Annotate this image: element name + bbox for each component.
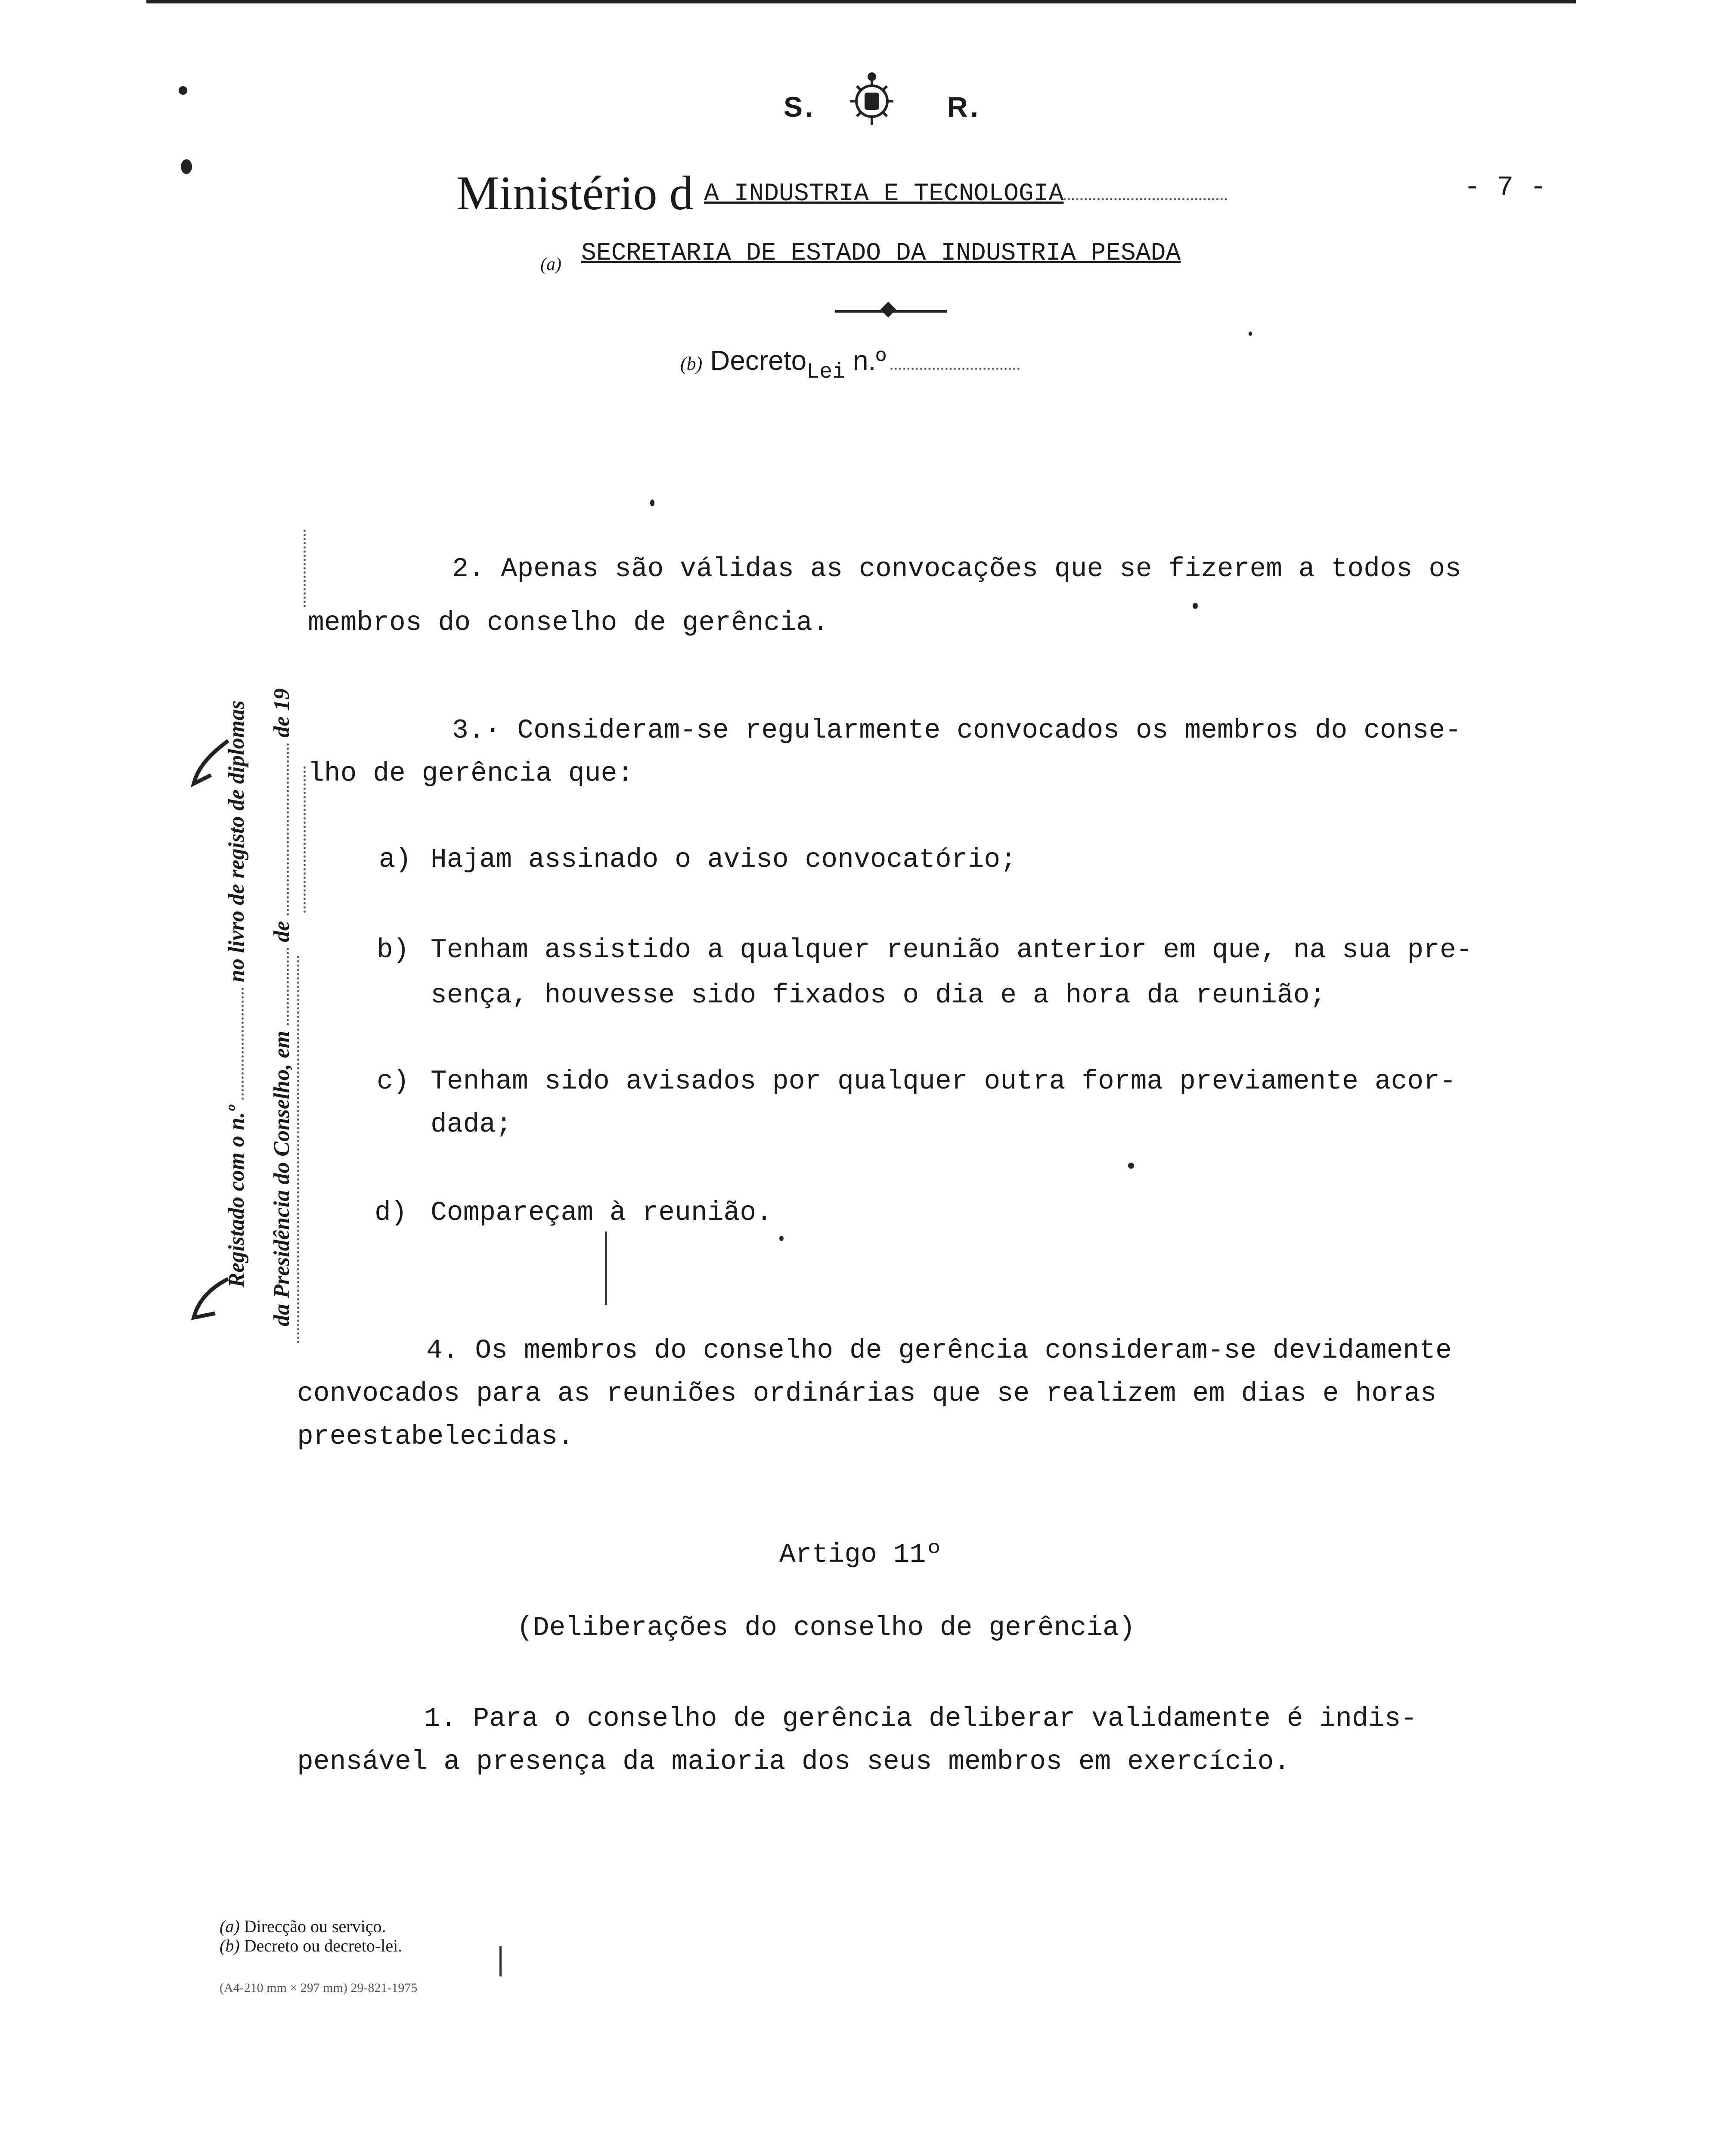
scan-speck xyxy=(181,159,192,174)
item-d-text: Compareçam à reunião. xyxy=(431,1197,772,1228)
item-c-label: c) xyxy=(377,1066,409,1097)
paragraph-4-line-1: 4. Os membros do conselho de gerência consideram-se devidamente xyxy=(426,1335,1452,1366)
dotted-margin-1 xyxy=(304,530,306,607)
handwritten-bracket-mark xyxy=(185,736,237,797)
item-b-line-1: Tenham assistido a qualquer reunião anterior em que, na sua pre- xyxy=(431,935,1472,965)
item-b-label: b) xyxy=(377,935,409,965)
article-para-1-line-2: pensável a presença da maioria dos seus membros em exercício. xyxy=(297,1747,1290,1777)
item-c-line-1: Tenham sido avisados por qualquer outra forma previamente acor- xyxy=(431,1066,1456,1097)
paragraph-2-line-2: membros do conselho de gerência. xyxy=(308,608,829,638)
footnote-a: (a) Direcção ou serviço. xyxy=(220,1917,386,1936)
item-a-label: a) xyxy=(379,844,412,875)
decreto-line: (b) Decreto$_{Lei}$ n.º xyxy=(680,344,1020,377)
divider-diamond-icon xyxy=(880,302,896,318)
scan-speck xyxy=(650,499,654,506)
coat-of-arms-icon xyxy=(840,69,904,133)
item-c-line-2: dada; xyxy=(431,1109,512,1140)
page-number: - 7 - xyxy=(1464,172,1547,203)
dotted-margin-2 xyxy=(304,766,306,913)
item-a-text: Hajam assinado o aviso convocatório; xyxy=(431,844,1017,875)
handwritten-bracket-mark-2 xyxy=(185,1275,237,1326)
paragraph-3-line-1: 3.· Consideram-se regularmente convocados os membros do conse- xyxy=(452,715,1461,746)
secretaria-name: SECRETARIA DE ESTADO DA INDUSTRIA PESADA xyxy=(581,239,1181,267)
scan-speck xyxy=(1128,1163,1134,1169)
scan-speck xyxy=(779,1236,784,1241)
dotted-margin-3 xyxy=(297,956,299,1343)
paragraph-4-line-3: preestabelecidas. xyxy=(297,1421,574,1452)
secretaria-label: (a) xyxy=(540,254,561,274)
top-border-line xyxy=(146,0,1576,3)
sidebar-line-1: Registado com o n.º no livro de registo de diplomas xyxy=(224,700,249,1287)
scan-mark xyxy=(605,1232,607,1305)
paragraph-4-line-2: convocados para as reuniões ordinárias que se realizem em dias e horas xyxy=(297,1378,1437,1409)
scan-speck xyxy=(1193,603,1198,609)
paragraph-2-line-1: 2. Apenas são válidas as convocações que se fizerem a todos os xyxy=(452,554,1461,584)
decreto-number-blank xyxy=(890,368,1020,370)
item-d-label: d) xyxy=(375,1197,407,1228)
scan-speck xyxy=(1249,332,1252,336)
ministry-name: A INDUSTRIA E TECNOLOGIA xyxy=(704,180,1227,208)
footnote-b: (b) Decreto ou decreto-lei. xyxy=(220,1936,403,1955)
paragraph-3-line-2: lho de gerência que: xyxy=(308,758,634,789)
article-subtitle: (Deliberações do conselho de gerência) xyxy=(517,1613,1135,1643)
ministry-label: Ministério d xyxy=(456,167,694,220)
sidebar-line-2: da Presidência do Conselho, em de de 19 xyxy=(270,688,294,1326)
article-para-1-line-1: 1. Para o conselho de gerência deliberar validamente é indis- xyxy=(424,1703,1417,1734)
scan-speck xyxy=(179,86,187,95)
article-title: Artigo 11º xyxy=(779,1539,942,1570)
item-b-line-2: sença, houvesse sido fixados o dia e a hora da reunião; xyxy=(431,980,1326,1011)
header-s-right: R. xyxy=(947,91,981,123)
print-code: (A4-210 mm × 297 mm) 29-821-1975 xyxy=(220,1981,418,1995)
header-s-left: S. xyxy=(784,91,816,123)
scan-mark xyxy=(499,1946,502,1976)
